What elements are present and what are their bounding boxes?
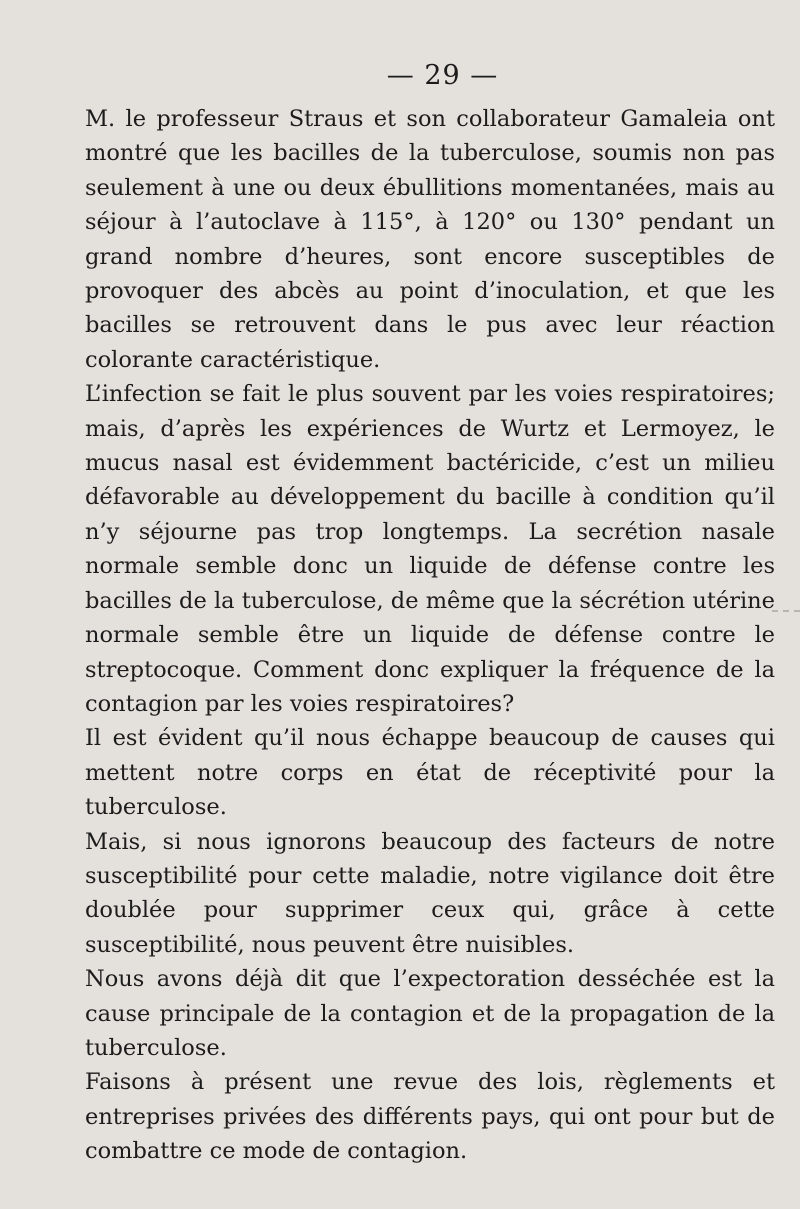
margin-mark	[772, 610, 800, 614]
page-number: — 29 —	[386, 60, 499, 91]
paragraph-laws-review: Faisons à présent une revue des lois, règlements et entreprises privées des différents pays, qui ont pour but de combattre ce mode de contagion.	[85, 1069, 775, 1165]
paragraph-infection-respiratory: L’infection se fait le plus souvent par les voies respiratoires; mais, d’après les expériences de Wurtz et Lermoyez, le mucus nasal est évidemment bactéricide, c’est un milieu défavorable au développement du bacille à condition qu’il n’y séjourne pas trop longtemps. La secrétion nasale normale semble donc un liquide de défense contre les bacilles de la tuberculose, de même que la sécrétion utérine normale semble être un liquide de défense contre le streptocoque. Comment donc expliquer la fréquence de la contagion par les voies respiratoires?	[85, 381, 775, 717]
paragraph-susceptibility: Mais, si nous ignorons beaucoup des facteurs de notre susceptibilité pour cette maladie, notre vigilance doit être doublée pour supprimer ceux qui, grâce à cette susceptibilité, nous peuvent être nuisibles.	[85, 828, 775, 958]
paragraph-causes-receptivity: Il est évident qu’il nous échappe beaucoup de causes qui mettent notre corps en état de réceptivité pour la tuberculose.	[85, 725, 775, 821]
paragraph-straus-gamaleia: M. le professeur Straus et son collaborateur Gamaleia ont montré que les bacilles de la tuberculose, soumis non pas seulement à une ou deux ébullitions momentanées, mais au séjour à l’autoclave à 115°, à 120° ou 130° pendant un grand nombre d’heures, sont encore susceptibles de provoquer des abcès au point d’inoculation, et que les bacilles se retrouvent dans le pus avec leur réaction colorante caractéristique.	[85, 106, 775, 373]
paragraph-expectoration: Nous avons déjà dit que l’expectoration desséchée est la cause principale de la contagion et de la propagation de la tuberculose.	[85, 966, 775, 1061]
text-body	[85, 102, 775, 1169]
